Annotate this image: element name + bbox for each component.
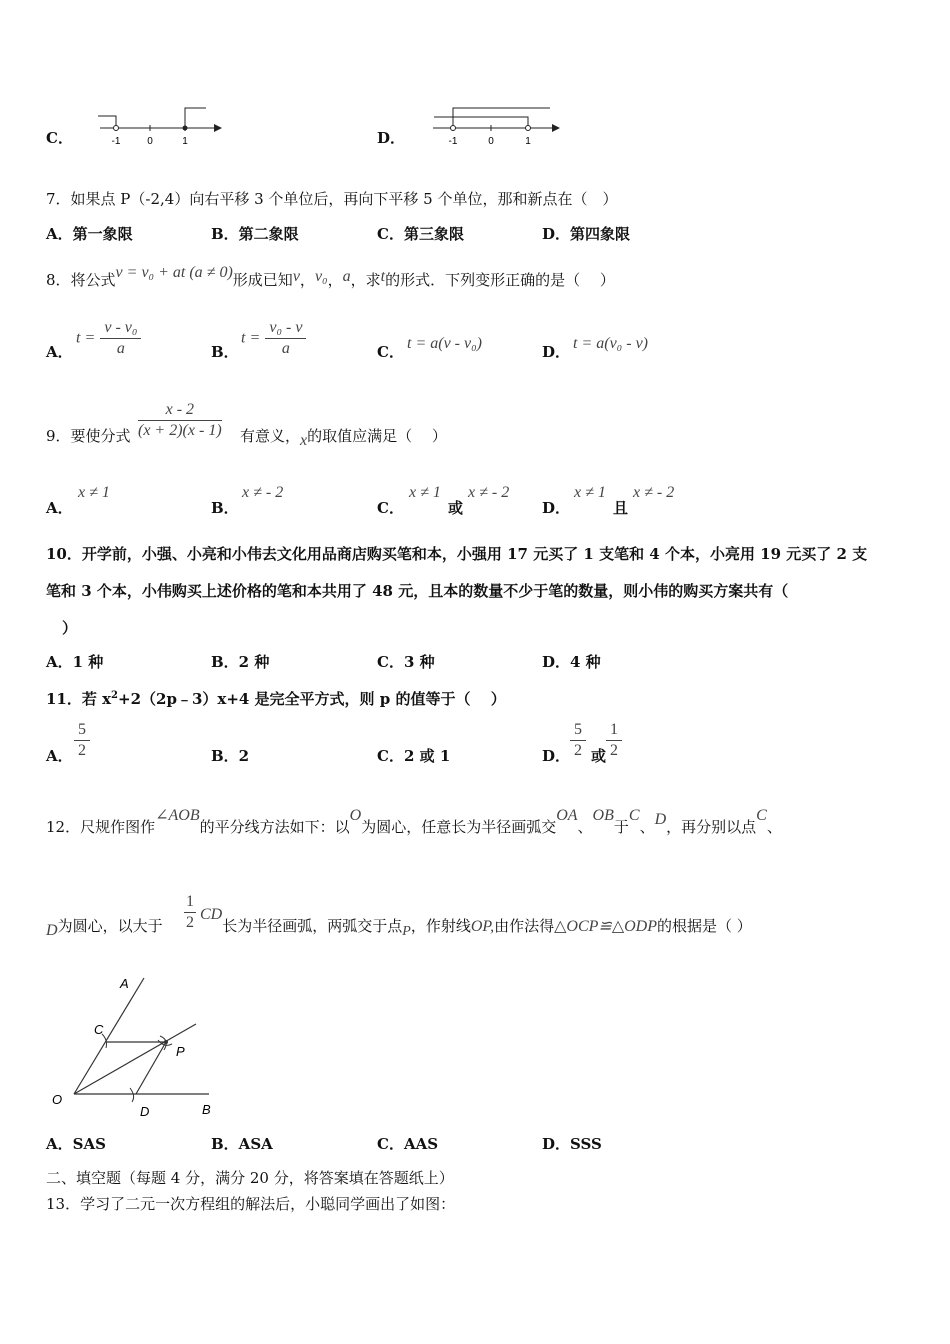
q10-line-2: 笔和 3 个本，小伟购买上述价格的笔和本共用了 48 元，且本的数量不少于笔的数量，则小伟的购买方案共有（	[46, 582, 789, 600]
q11-option-d-join: 或	[591, 747, 607, 765]
q12-option-d: D．SSS	[542, 1135, 602, 1153]
q12-sep-b: 、	[639, 818, 655, 836]
q13-question-text: 13．学习了二元一次方程组的解法后，小聪同学画出了如图：	[46, 1195, 456, 1213]
q8-sep-2: ，	[327, 271, 343, 289]
q8-b-lhs: t =	[241, 329, 261, 347]
q11-option-d-frac2	[606, 720, 622, 761]
q12-D: D	[654, 811, 667, 828]
q12-fig-label-o: O	[52, 1092, 63, 1107]
q11-option-a-label: A．	[46, 747, 73, 765]
q6-d-tick-neg1: -1	[448, 136, 458, 147]
q12-line-1	[46, 807, 782, 838]
q9-option-c-expr2: x ≠ - 2	[468, 484, 510, 501]
q6-c-tick-neg1: -1	[111, 136, 121, 147]
q12-angle-bisector-figure	[46, 970, 226, 1120]
q8-option-d-label: D．	[542, 343, 571, 361]
q12-fig-label-a: A	[120, 976, 129, 991]
q7-option-d: D．第四象限	[542, 225, 631, 243]
q9-option-d-expr2: x ≠ - 2	[633, 484, 675, 501]
q12-D2: D	[46, 922, 58, 939]
q12-option-c: C．AAS	[377, 1135, 439, 1153]
q9-option-d-expr1: x ≠ 1	[574, 484, 606, 501]
q10-line-3: ）	[62, 619, 78, 637]
q11-option-b: B．2	[211, 747, 250, 765]
q8-prefix: 8．将公式	[46, 271, 116, 289]
q11-option-d-label: D．	[542, 747, 571, 765]
q12-OA: OA	[556, 807, 578, 824]
q9-option-a-label: A．	[46, 499, 73, 517]
q12-half-num: 1	[184, 892, 196, 913]
q11-option-c: C．2 或 1	[377, 747, 451, 765]
q6-d-tick-0: 0	[488, 136, 494, 147]
q7-question-text: 7．如果点 P（-2,4）向右平移 3 个单位后，再向下平移 5 个单位，那和新点在（ ）	[46, 190, 618, 208]
q12-half-frac	[184, 892, 196, 933]
q9-var-x: x	[300, 432, 308, 449]
q9-numerator: x - 2	[138, 400, 222, 421]
q7-option-a: A．第一象限	[46, 225, 133, 243]
q8-known-v0: v₀	[314, 268, 328, 285]
q11-option-a-frac	[74, 720, 90, 761]
q11-text-b: +2（2p﹣3）x+4 是完全平方式，则 p 的值等于（ ）	[118, 690, 506, 708]
q12-angle: ∠AOB	[155, 807, 200, 824]
q10-option-b: B．2 种	[211, 653, 270, 671]
q12-CD: CD	[200, 906, 223, 923]
q11-question	[46, 686, 506, 709]
q12-prefix: 12．尺规作图作	[46, 818, 156, 836]
q7-option-b: B．第二象限	[211, 225, 299, 243]
q8-a-numerator: v - v₀	[100, 318, 141, 339]
q6-option-d-number-line	[428, 100, 563, 148]
q12-P: P	[402, 924, 411, 939]
q12-line-2	[46, 916, 163, 937]
q8-option-b-expr	[241, 318, 306, 359]
q6-option-c-label: C．	[46, 129, 73, 147]
q12-t7: ，作射线	[410, 917, 471, 935]
q11-option-d-frac1	[570, 720, 586, 761]
q9-option-b-expr: x ≠ - 2	[242, 484, 284, 501]
q8-middle: 形成已知	[232, 271, 293, 289]
q8-formula: v = v₀ + at (a ≠ 0)	[115, 264, 233, 281]
q10-option-c: C．3 种	[377, 653, 435, 671]
q12-t3: 于	[613, 818, 629, 836]
q10-option-d: D．4 种	[542, 653, 601, 671]
q11-d-num1: 5	[570, 720, 586, 741]
q11-d-den2: 2	[610, 742, 618, 759]
q6-option-c-number-line	[92, 100, 222, 148]
q11-sup: 2	[111, 690, 119, 701]
q9-middle: 有意义，	[240, 427, 301, 445]
q12-fig-label-b: B	[202, 1102, 211, 1117]
q12-OP: OP	[470, 918, 491, 935]
q11-d-den1: 2	[574, 742, 582, 759]
q12-fig-label-d: D	[140, 1104, 150, 1119]
q9-option-c-expr1: x ≠ 1	[409, 484, 441, 501]
q6-c-tick-0: 0	[147, 136, 153, 147]
q8-a-denominator: a	[116, 340, 125, 357]
q11-a-num: 5	[74, 720, 90, 741]
q8-b-denominator: a	[281, 340, 290, 357]
q8-option-c-expr: t = a(v - v₀)	[407, 335, 482, 352]
q8-b-numerator: v₀ - v	[265, 318, 306, 339]
q7-option-c: C．第三象限	[377, 225, 464, 243]
q9-denominator: (x + 2)(x - 1)	[138, 422, 222, 439]
q9-fraction	[138, 400, 222, 441]
q12-t1: 的平分线方法如下：以	[199, 818, 350, 836]
q10-option-a: A．1 种	[46, 653, 104, 671]
q9-prefix: 9．要使分式	[46, 427, 131, 445]
q9-option-d-join: 且	[613, 499, 629, 517]
section-2-title: 二、填空题（每题 4 分，满分 20 分，将答案填在答题纸上）	[46, 1169, 454, 1187]
q12-fig-label-c: C	[94, 1022, 104, 1037]
q11-a-den: 2	[78, 742, 86, 759]
q12-t9: 的根据是（ ）	[657, 917, 752, 935]
q12-option-b: B．ASA	[211, 1135, 273, 1153]
q8-var-t: t	[380, 268, 386, 285]
q12-OB: OB	[592, 807, 614, 824]
q9-rest	[240, 426, 447, 447]
q9-suffix: 的取值应满足（ ）	[307, 427, 447, 445]
q8-a-lhs: t =	[76, 329, 96, 347]
q12-option-a: A．SAS	[46, 1135, 106, 1153]
q12-fig-label-p: P	[176, 1044, 185, 1059]
q12-C2: C	[756, 807, 767, 824]
q8-option-d-expr: t = a(v₀ - v)	[573, 335, 648, 352]
q12-t4: ，再分别以点	[666, 818, 757, 836]
q9-option-d-label: D．	[542, 499, 571, 517]
q12-sep: 、	[577, 818, 593, 836]
q9-option-c-join: 或	[448, 499, 464, 517]
q8-option-c-label: C．	[377, 343, 404, 361]
q8-sep-1: ，	[299, 271, 315, 289]
q11-text-a: 11．若 x	[46, 690, 112, 708]
q8-option-a-expr	[76, 318, 141, 359]
q8-ask: ，求	[350, 271, 381, 289]
q6-c-tick-1: 1	[182, 136, 188, 147]
q12-C: C	[628, 807, 640, 824]
q12-t6: 长为半径画弧，两弧交于点	[222, 917, 403, 935]
q8-question	[46, 264, 615, 291]
q9-option-c-label: C．	[377, 499, 404, 517]
q12-O: O	[349, 807, 362, 824]
q6-d-tick-1: 1	[525, 136, 531, 147]
q8-known-v: v	[292, 268, 300, 285]
q12-t2: 为圆心，任意长为半径画弧交	[361, 818, 557, 836]
q12-t5: 为圆心，以大于	[57, 917, 163, 935]
q8-option-a-label: A．	[46, 343, 73, 361]
q8-option-b-label: B．	[211, 343, 239, 361]
q11-d-num2: 1	[606, 720, 622, 741]
q12-line-2b: CD长为半径画弧，两弧交于点P，作射线OP,由作法得△OCP≌△ODP的根据是（ ）	[200, 906, 752, 939]
q9-option-a-expr: x ≠ 1	[78, 484, 110, 501]
q12-sep2: 、	[766, 818, 782, 836]
q12-t8: 由作法得	[494, 917, 555, 935]
q6-option-d-label: D．	[377, 129, 406, 147]
q8-known-a: a	[342, 268, 351, 285]
q12-congruence: △OCP≌△ODP	[554, 918, 658, 935]
q8-suffix: 的形式．下列变形正确的是（ ）	[385, 271, 615, 289]
q10-line-1: 10．开学前，小强、小亮和小伟去文化用品商店购买笔和本，小强用 17 元买了 1 支笔和 4 个本，小亮用 19 元买了 2 支	[46, 545, 868, 563]
q9-option-b-label: B．	[211, 499, 239, 517]
q12-half-den: 2	[186, 914, 194, 931]
